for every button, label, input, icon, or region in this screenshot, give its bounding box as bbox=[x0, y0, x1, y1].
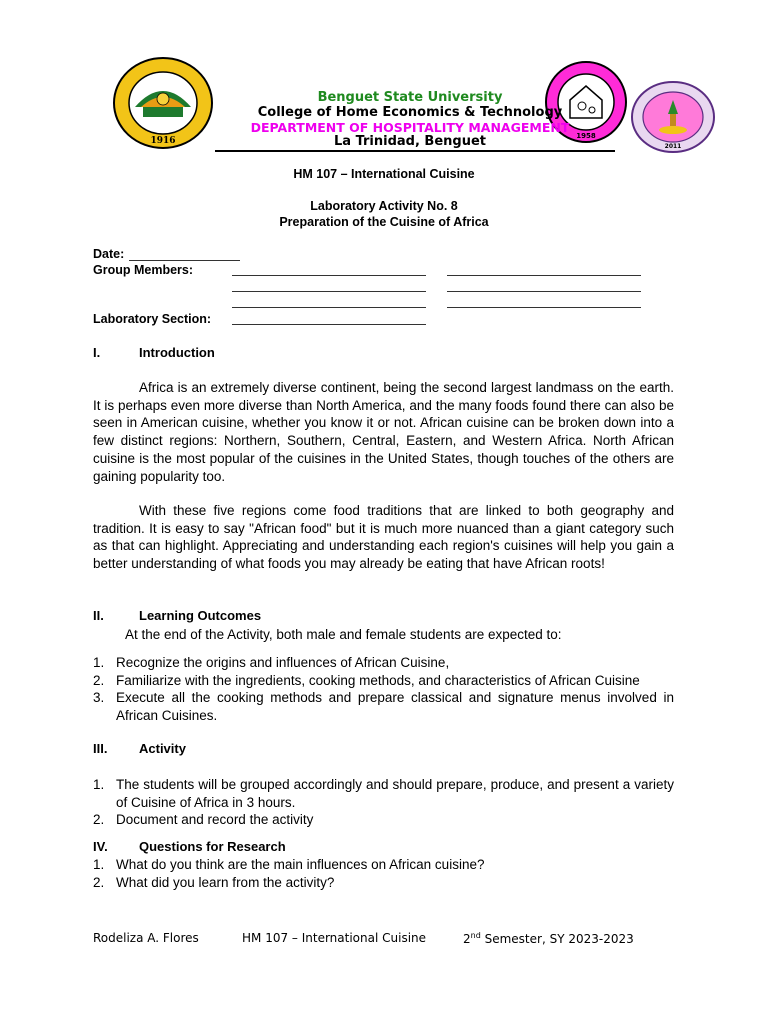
semester-number: 2 bbox=[463, 932, 471, 946]
section-introduction-heading bbox=[93, 345, 215, 360]
header-divider bbox=[215, 150, 615, 152]
date-field[interactable] bbox=[129, 260, 240, 261]
activity-list bbox=[93, 776, 674, 829]
list-number: 2. bbox=[93, 672, 105, 688]
member-field-3[interactable] bbox=[232, 291, 426, 292]
list-item bbox=[93, 856, 674, 874]
date-label: Date: bbox=[93, 247, 125, 261]
list-number: 1. bbox=[93, 777, 105, 792]
activity-number: Laboratory Activity No. 8 bbox=[310, 199, 458, 213]
list-number: 3. bbox=[93, 690, 105, 706]
list-number: 1. bbox=[93, 857, 105, 872]
member-field-4[interactable] bbox=[447, 291, 641, 292]
list-item bbox=[93, 672, 674, 690]
list-item bbox=[93, 811, 674, 829]
dept-seal-logo bbox=[630, 80, 716, 154]
section-number: II. bbox=[93, 608, 104, 623]
footer-semester bbox=[463, 931, 634, 946]
seal-year: 1916 bbox=[150, 136, 176, 146]
list-number: 2. bbox=[93, 812, 105, 828]
footer-author: Rodeliza A. Flores bbox=[93, 931, 199, 945]
lab-section-label: Laboratory Section: bbox=[93, 312, 212, 326]
semester-suffix: nd bbox=[470, 931, 481, 940]
list-text: What do you think are the main influences on African cuisine? bbox=[116, 857, 485, 872]
course-title: HM 107 – International Cuisine bbox=[293, 167, 475, 181]
lab-section-field[interactable] bbox=[232, 324, 426, 325]
list-item bbox=[93, 654, 674, 672]
group-members-label: Group Members: bbox=[93, 263, 194, 277]
list-item bbox=[93, 689, 674, 724]
list-text: Familiarize with the ingredients, cooking methods, and characteristics of African Cuisine bbox=[116, 672, 640, 688]
research-list bbox=[93, 856, 674, 891]
university-name: Benguet State University bbox=[317, 90, 503, 105]
list-text: Document and record the activity bbox=[116, 812, 314, 828]
college-name: College of Home Economics & Technology bbox=[257, 105, 563, 120]
dept-seal-year: 2011 bbox=[664, 143, 682, 150]
list-text: Recognize the origins and influences of African Cuisine, bbox=[116, 655, 450, 670]
section-heading: Activity bbox=[139, 741, 186, 756]
section-activity-heading bbox=[93, 741, 186, 756]
section-number: I. bbox=[93, 345, 101, 360]
list-item bbox=[93, 776, 674, 811]
section-number: IV. bbox=[93, 839, 108, 854]
member-field-5[interactable] bbox=[232, 307, 426, 308]
outcomes-lead: At the end of the Activity, both male and female students are expected to: bbox=[125, 627, 562, 642]
section-outcomes-heading bbox=[93, 608, 261, 623]
list-number: 2. bbox=[93, 874, 105, 890]
location: La Trinidad, Benguet bbox=[333, 134, 487, 149]
list-text: The students will be grouped accordingly and should prepare, produce, and present a variety of Cuisine of Africa in 3 hours. bbox=[116, 777, 674, 810]
list-text: What did you learn from the activity? bbox=[116, 874, 335, 890]
section-heading: Learning Outcomes bbox=[139, 608, 262, 623]
list-item bbox=[93, 874, 674, 892]
department-name: DEPARTMENT OF HOSPITALITY MANAGEMENT bbox=[250, 120, 570, 135]
intro-paragraph-2 bbox=[93, 502, 674, 573]
intro-paragraph-1 bbox=[93, 379, 674, 485]
section-heading: Questions for Research bbox=[139, 839, 286, 854]
college-seal-year: 1958 bbox=[576, 132, 596, 140]
member-field-1[interactable] bbox=[232, 275, 426, 276]
section-heading: Introduction bbox=[139, 345, 215, 360]
list-number: 1. bbox=[93, 655, 105, 670]
intro-paragraph-1-text: Africa is an extremely diverse continent, being the second largest landmass on the earth. It is perhaps even more diverse than North America, and the many foods found there can also be seen in American cuisine, whether you know it or not. African cuisine can be broken down into a few distinct regions: Northern, Southern, Central, Eastern, and Western Africa. North African cuisine is the most popular of the cuisines in the United States, though touches of the others are gaining popularity too. bbox=[93, 380, 674, 484]
section-number: III. bbox=[93, 741, 108, 756]
activity-title: Preparation of the Cuisine of Africa bbox=[279, 215, 489, 229]
intro-paragraph-2-text: With these five regions come food traditions that are linked to both geography and tradition. It is easy to say "African food" but it is much more nuanced than a giant category such as that can highlight. Appreciating and understanding each region's cuisines will help you gain a better understanding of what foods you may already be eating that have African roots! bbox=[93, 503, 674, 572]
member-field-6[interactable] bbox=[447, 307, 641, 308]
member-field-2[interactable] bbox=[447, 275, 641, 276]
semester-text: Semester, SY 2023-2023 bbox=[480, 932, 634, 946]
section-research-heading bbox=[93, 839, 286, 854]
outcomes-list bbox=[93, 654, 674, 725]
footer-course: HM 107 – International Cuisine bbox=[242, 931, 427, 945]
list-text: Execute all the cooking methods and prepare classical and signature menus involved in African Cuisines. bbox=[116, 690, 674, 724]
